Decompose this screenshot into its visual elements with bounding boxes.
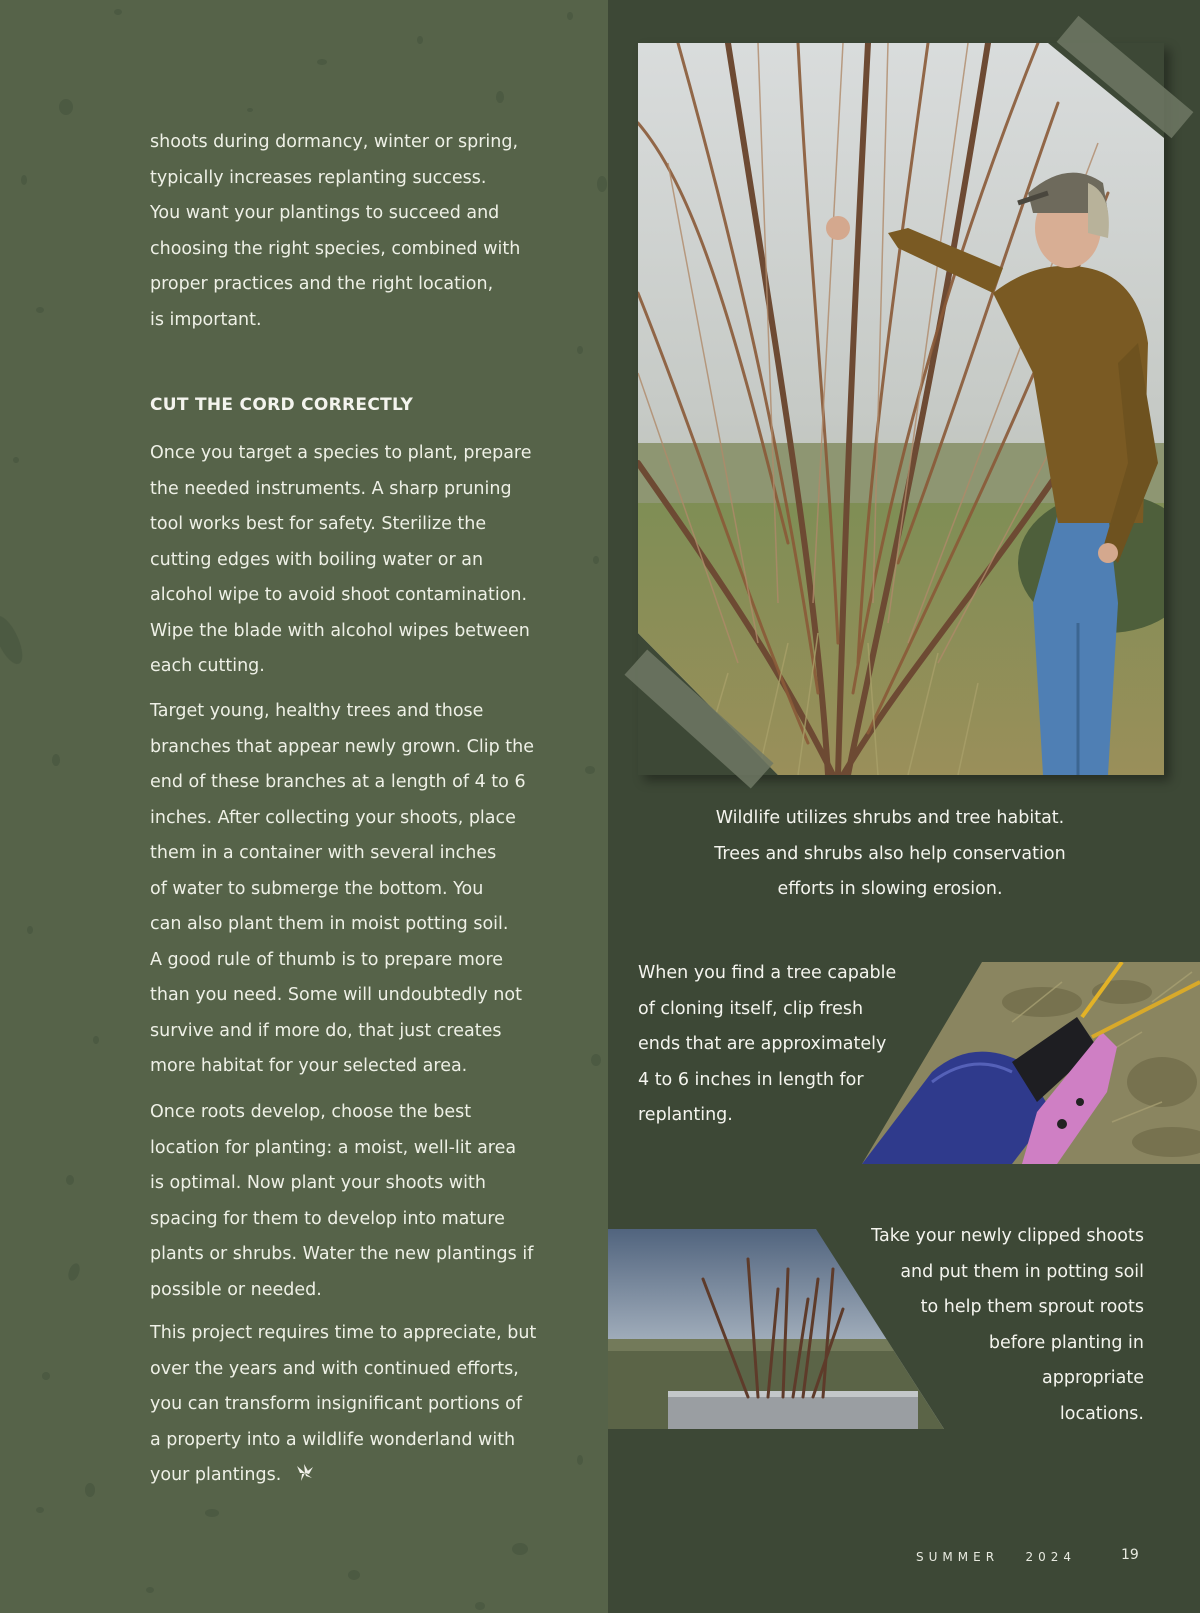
footer-issue-label: SUMMER 2024 <box>916 1550 1077 1564</box>
para3-line: possible or needed. <box>150 1279 322 1300</box>
para2-line: than you need. Some will undoubtedly not <box>150 985 522 1005</box>
paragraph-2 <box>150 694 570 1085</box>
caption-line: locations. <box>1059 1403 1144 1424</box>
section-heading: CUT THE CORD CORRECTLY <box>150 395 414 415</box>
para1-line: alcohol wipe to avoid shoot contamination. <box>150 585 528 605</box>
intro-line: shoots during dormancy, winter or spring, <box>150 132 519 152</box>
caption-line: Take your newly clipped shoots <box>871 1226 1144 1246</box>
photo-man-examining-shrub <box>638 43 1164 775</box>
intro-line: choosing the right species, combined with <box>150 238 521 259</box>
para1-line: each cutting. <box>150 656 265 676</box>
paragraph-1 <box>150 436 570 685</box>
photo-pruning-clippers <box>862 962 1200 1164</box>
intro-line: proper practices and the right location, <box>150 274 494 294</box>
para2-line: A good rule of thumb is to prepare more <box>150 949 504 970</box>
caption-line: before planting in <box>988 1332 1144 1353</box>
caption-line: 4 to 6 inches in length for <box>638 1069 864 1090</box>
page-number: 19 <box>1121 1547 1139 1563</box>
intro-line: typically increases replanting success. <box>150 167 487 188</box>
caption-line: Trees and shrubs also help conservation <box>714 843 1066 864</box>
para2-line: survive and if more do, that just creates <box>150 1020 502 1041</box>
para2-line: of water to submerge the bottom. You <box>150 878 484 899</box>
paragraph-3 <box>150 1095 570 1308</box>
caption-line: When you find a tree capable <box>638 963 897 983</box>
caption-line: efforts in slowing erosion. <box>777 879 1003 899</box>
caption-line: Wildlife utilizes shrubs and tree habitat. <box>715 808 1065 828</box>
para2-line: more habitat for your selected area. <box>150 1056 468 1076</box>
para4-line: a property into a wildlife wonderland with <box>150 1429 516 1450</box>
para4-line: This project requires time to appreciate, but <box>150 1323 537 1343</box>
para2-line: branches that appear newly grown. Clip the <box>150 736 535 757</box>
para3-line: plants or shrubs. Water the new plantings if <box>150 1244 534 1264</box>
caption-line: to help them sprout roots <box>920 1297 1144 1317</box>
intro-line: is important. <box>150 309 262 330</box>
para1-line: cutting edges with boiling water or an <box>150 549 484 570</box>
caption-potting <box>820 1219 1144 1432</box>
leaf-burst-icon <box>295 1460 315 1496</box>
para4-line: your plantings. <box>150 1465 282 1485</box>
para1-line: Wipe the blade with alcohol wipes between <box>150 620 530 641</box>
caption-line: ends that are approximately <box>638 1034 887 1054</box>
para1-line: tool works best for safety. Sterilize the <box>150 514 487 534</box>
para2-line: Target young, healthy trees and those <box>150 701 484 721</box>
caption-main-photo <box>660 801 1120 908</box>
intro-paragraph <box>150 125 570 338</box>
para2-line: them in a container with several inches <box>150 843 497 863</box>
para3-line: spacing for them to develop into mature <box>150 1208 505 1229</box>
para4-line: over the years and with continued efforts, <box>150 1358 519 1379</box>
para2-line: can also plant them in moist potting soil. <box>150 914 509 934</box>
caption-line: replanting. <box>638 1105 733 1125</box>
para4-line: you can transform insignificant portions of <box>150 1394 523 1414</box>
para3-line: location for planting: a moist, well-lit area <box>150 1137 517 1158</box>
para1-line: Once you target a species to plant, prepare <box>150 443 532 463</box>
paragraph-4 <box>150 1316 570 1496</box>
caption-line: and put them in potting soil <box>900 1261 1144 1282</box>
para3-line: is optimal. Now plant your shoots with <box>150 1173 486 1193</box>
para2-line: inches. After collecting your shoots, place <box>150 807 516 828</box>
caption-line: appropriate <box>1042 1368 1144 1388</box>
para2-line: end of these branches at a length of 4 to 6 <box>150 772 526 792</box>
para3-line: Once roots develop, choose the best <box>150 1102 472 1122</box>
intro-line: You want your plantings to succeed and <box>150 203 500 223</box>
para1-line: the needed instruments. A sharp pruning <box>150 478 512 499</box>
caption-line: of cloning itself, clip fresh <box>638 998 864 1019</box>
